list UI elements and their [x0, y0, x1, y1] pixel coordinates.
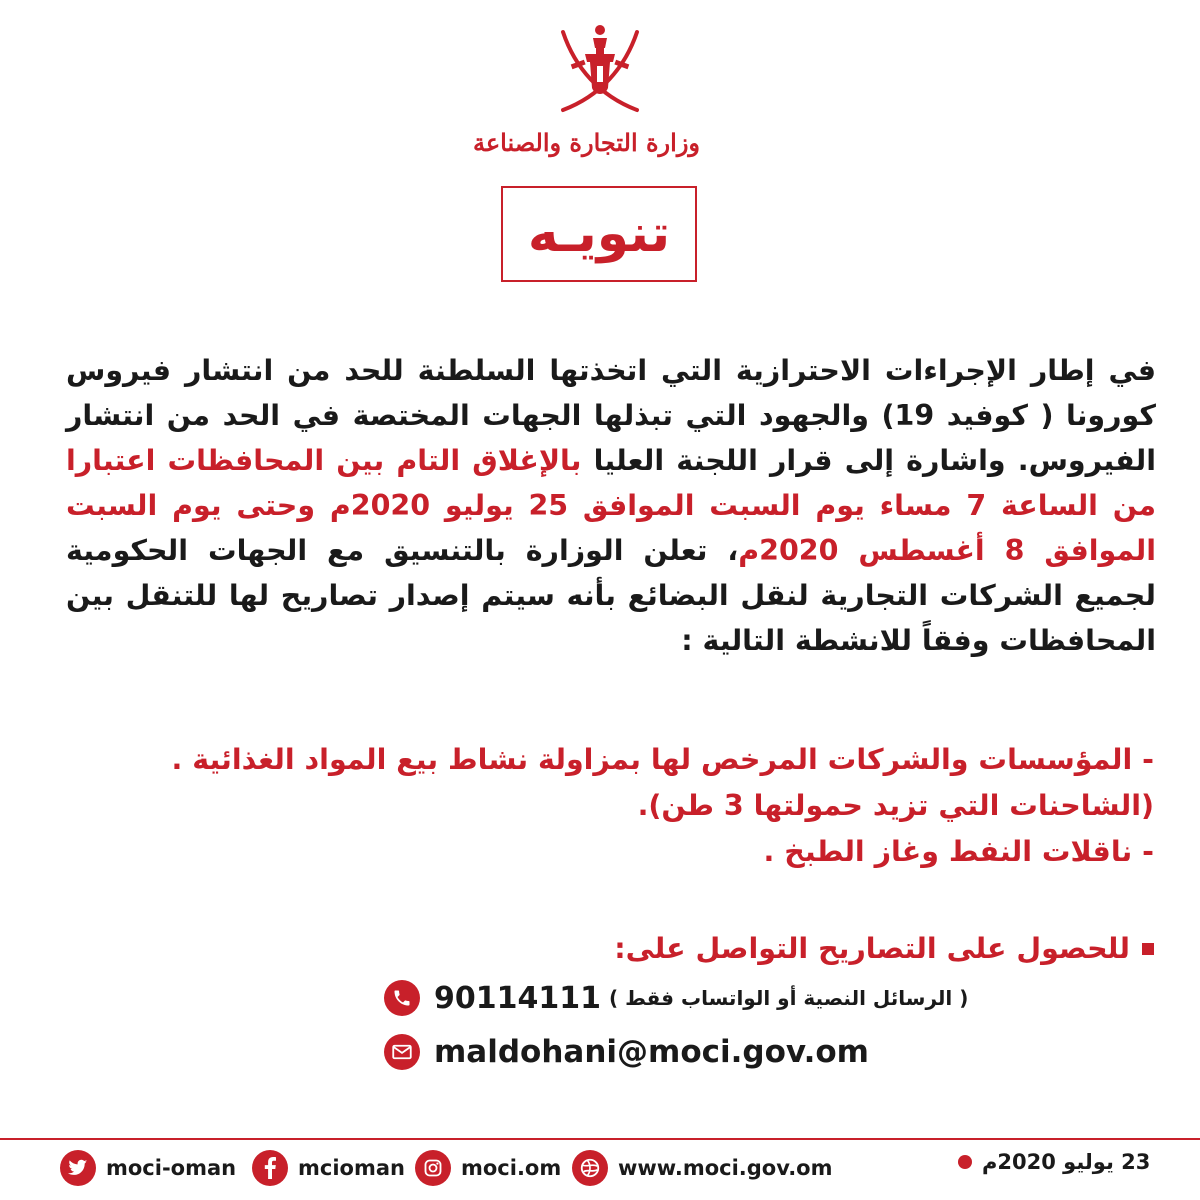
footer-instagram[interactable]	[415, 1150, 561, 1186]
header	[472, 18, 700, 168]
activities-list	[54, 737, 1154, 875]
footer-date	[958, 1150, 1150, 1174]
email-address[interactable]: maldohani@moci.gov.om	[434, 1034, 869, 1070]
footer	[0, 1138, 1200, 1200]
instagram-handle[interactable]: moci.om	[461, 1156, 562, 1180]
body-text-part1: في إطار الإجراءات الاحترازية التي اتخذتها السلطنة للحد من انتشار فيروس كورونا ( كوفيد 19) والجهود التي تبذلها الجهات المختصة في الحد من انتشار الفيروس. واشارة إلى قرار اللجنة العليا	[66, 354, 1156, 477]
ministry-name: وزارة التجارة والصناعة	[472, 128, 700, 157]
twitter-icon	[60, 1150, 96, 1186]
body-highlight: بالإغلاق التام بين المحافظات اعتبارا من الساعة 7 مساء يوم السبت الموافق 25 يوليو 2020م وحتى يوم السبت الموافق 8 أغسطس 2020م	[66, 444, 1157, 567]
contact-heading	[614, 932, 1154, 965]
envelope-icon	[384, 1034, 420, 1070]
website-url[interactable]: www.moci.gov.om	[618, 1156, 833, 1180]
announcement-body	[66, 348, 1156, 663]
date-dot-icon	[958, 1155, 972, 1169]
publish-date: 23 يوليو 2020م	[982, 1150, 1151, 1174]
phone-number[interactable]: 90114111	[434, 980, 601, 1016]
list-item: - ناقلات النفط وغاز الطبخ .	[763, 835, 1154, 868]
footer-facebook[interactable]	[252, 1150, 405, 1186]
phone-note: ( الرسائل النصية أو الواتساب فقط )	[609, 986, 969, 1010]
footer-twitter[interactable]	[60, 1150, 236, 1186]
notice-title-box	[501, 186, 697, 282]
twitter-handle[interactable]: moci-oman	[106, 1156, 237, 1180]
list-item: (الشاحنات التي تزيد حمولتها 3 طن).	[637, 789, 1154, 822]
footer-website[interactable]	[572, 1150, 833, 1186]
body-text-part2: ، تعلن الوزارة بالتنسيق مع الجهات الحكومية لجميع الشركات التجارية لنقل البضائع بأنه سيتم إصدار تصاريح لها للتنقل بين المحافظات وفقاً للانشطة التالية :	[66, 534, 1156, 657]
oman-national-emblem-icon	[545, 18, 655, 118]
phone-icon	[384, 980, 420, 1016]
email-contact[interactable]	[384, 1034, 869, 1070]
phone-contact[interactable]	[384, 980, 968, 1016]
square-bullet-icon	[1142, 943, 1154, 955]
instagram-icon	[415, 1150, 451, 1186]
list-item: - المؤسسات والشركات المرخص لها بمزاولة نشاط بيع المواد الغذائية .	[171, 743, 1154, 776]
facebook-icon	[252, 1150, 288, 1186]
contact-heading-text: للحصول على التصاريح التواصل على:	[614, 932, 1130, 965]
globe-icon	[572, 1150, 608, 1186]
facebook-handle[interactable]: mcioman	[298, 1156, 405, 1180]
notice-title: تنويـه	[527, 204, 671, 264]
